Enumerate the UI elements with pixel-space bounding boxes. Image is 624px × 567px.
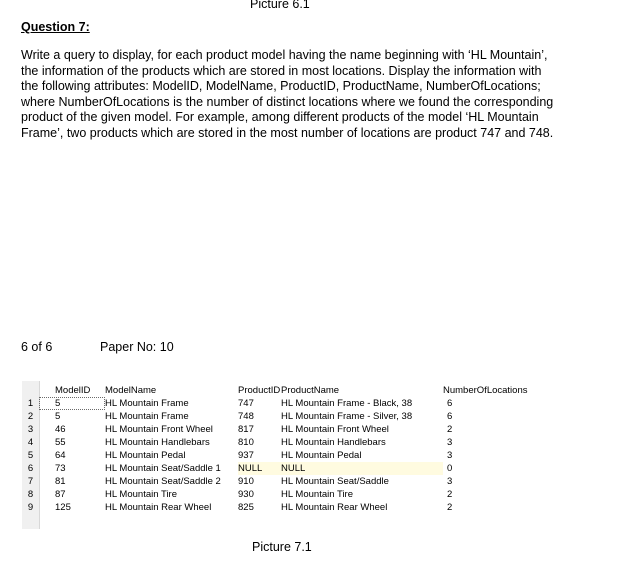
cell-productname[interactable]: HL Mountain Rear Wheel (281, 502, 388, 513)
header-modelname[interactable]: ModelName (105, 384, 157, 396)
picture-caption-bottom: Picture 7.1 (252, 540, 312, 554)
picture-caption-top: Picture 6.1 (250, 0, 310, 11)
row-number: 1 (27, 398, 34, 409)
cell-numberoflocations[interactable]: 2 (447, 424, 453, 435)
cell-productid[interactable]: 930 (238, 489, 254, 500)
cell-productid[interactable]: 910 (238, 476, 254, 487)
cell-modelname[interactable]: HL Mountain Frame (105, 398, 189, 409)
paper-number: Paper No: 10 (100, 340, 174, 354)
cell-modelid[interactable]: 5 (39, 397, 105, 410)
header-rownum (22, 383, 39, 397)
header-row (22, 383, 537, 397)
cell-productid[interactable]: 817 (238, 424, 254, 435)
table-row[interactable] (22, 423, 537, 436)
row-number: 6 (27, 463, 34, 474)
cell-modelid[interactable]: 87 (55, 489, 66, 500)
cell-modelid[interactable]: 64 (55, 450, 66, 461)
question-title: Question 7: (21, 20, 90, 34)
results-table[interactable] (22, 383, 537, 514)
cell-numberoflocations[interactable]: 0 (447, 463, 453, 474)
cell-numberoflocations[interactable]: 3 (447, 437, 453, 448)
table-row[interactable] (22, 436, 537, 449)
cell-productname[interactable]: HL Mountain Seat/Saddle (281, 476, 389, 487)
row-number: 3 (27, 424, 34, 435)
cell-productname[interactable]: NULL (281, 462, 443, 475)
row-number: 5 (27, 450, 34, 461)
row-number: 2 (27, 411, 34, 422)
cell-modelname[interactable]: HL Mountain Seat/Saddle 2 (105, 476, 221, 487)
cell-productname[interactable]: HL Mountain Pedal (281, 450, 362, 461)
table-row[interactable] (22, 488, 537, 501)
cell-productname[interactable]: HL Mountain Handlebars (281, 437, 386, 448)
cell-numberoflocations[interactable]: 3 (447, 450, 453, 461)
question-body: Write a query to display, for each product model having the name beginning with ‘HL Mountain’, the information of the products which are stored in most locations. Display the information with the following attributes: ModelID, ModelName, ProductID, ProductName, NumberOfLocations; where NumberOfLocations is the number of distinct locations where we found the corresponding product of the given model. For example, among different products of the model ‘HL Mountain Frame’, two products which are stored in the most number of locations are product 747 and 748. (21, 48, 554, 140)
cell-modelid[interactable]: 46 (55, 424, 66, 435)
cell-productname[interactable]: HL Mountain Frame - Silver, 38 (281, 411, 413, 422)
table-row[interactable] (22, 449, 537, 462)
cell-modelid[interactable]: 73 (55, 463, 66, 474)
cell-numberoflocations[interactable]: 6 (447, 411, 453, 422)
header-productname[interactable]: ProductName (281, 384, 340, 396)
cell-modelname[interactable]: HL Mountain Rear Wheel (105, 502, 212, 513)
cell-modelname[interactable]: HL Mountain Pedal (105, 450, 186, 461)
row-number: 8 (27, 489, 34, 500)
row-number: 9 (27, 502, 34, 513)
cell-productid[interactable]: 825 (238, 502, 254, 513)
table-row[interactable] (22, 501, 537, 514)
table-row[interactable] (22, 475, 537, 488)
cell-productid[interactable]: 810 (238, 437, 254, 448)
cell-productname[interactable]: HL Mountain Tire (281, 489, 353, 500)
cell-modelid[interactable]: 5 (55, 411, 61, 422)
cell-productname[interactable]: HL Mountain Front Wheel (281, 424, 389, 435)
cell-numberoflocations[interactable]: 6 (447, 398, 453, 409)
cell-numberoflocations[interactable]: 3 (447, 476, 453, 487)
table-row[interactable] (22, 397, 537, 410)
cell-modelid[interactable]: 55 (55, 437, 66, 448)
cell-productname[interactable]: HL Mountain Frame - Black, 38 (281, 398, 413, 409)
cell-modelid[interactable]: 81 (55, 476, 66, 487)
table-row[interactable] (22, 462, 537, 475)
page-number: 6 of 6 (21, 340, 53, 354)
cell-productid[interactable]: NULL (238, 462, 281, 475)
results-grid[interactable] (22, 381, 622, 531)
header-productid[interactable]: ProductID (238, 384, 281, 396)
cell-modelname[interactable]: HL Mountain Tire (105, 489, 177, 500)
cell-modelid[interactable]: 125 (55, 502, 71, 513)
cell-modelname[interactable]: HL Mountain Front Wheel (105, 424, 213, 435)
cell-productid[interactable]: 748 (238, 411, 254, 422)
table-row[interactable] (22, 410, 537, 423)
cell-productid[interactable]: 937 (238, 450, 254, 461)
row-number: 7 (27, 476, 34, 487)
cell-modelname[interactable]: HL Mountain Frame (105, 411, 189, 422)
cell-productid[interactable]: 747 (238, 398, 254, 409)
header-modelid[interactable]: ModelID (55, 384, 91, 396)
row-number: 4 (27, 437, 34, 448)
cell-modelname[interactable]: HL Mountain Handlebars (105, 437, 210, 448)
cell-numberoflocations[interactable]: 2 (447, 489, 453, 500)
cell-numberoflocations[interactable]: 2 (447, 502, 453, 513)
cell-modelname[interactable]: HL Mountain Seat/Saddle 1 (105, 463, 221, 474)
header-numberoflocations[interactable]: NumberOfLocations (443, 384, 528, 396)
